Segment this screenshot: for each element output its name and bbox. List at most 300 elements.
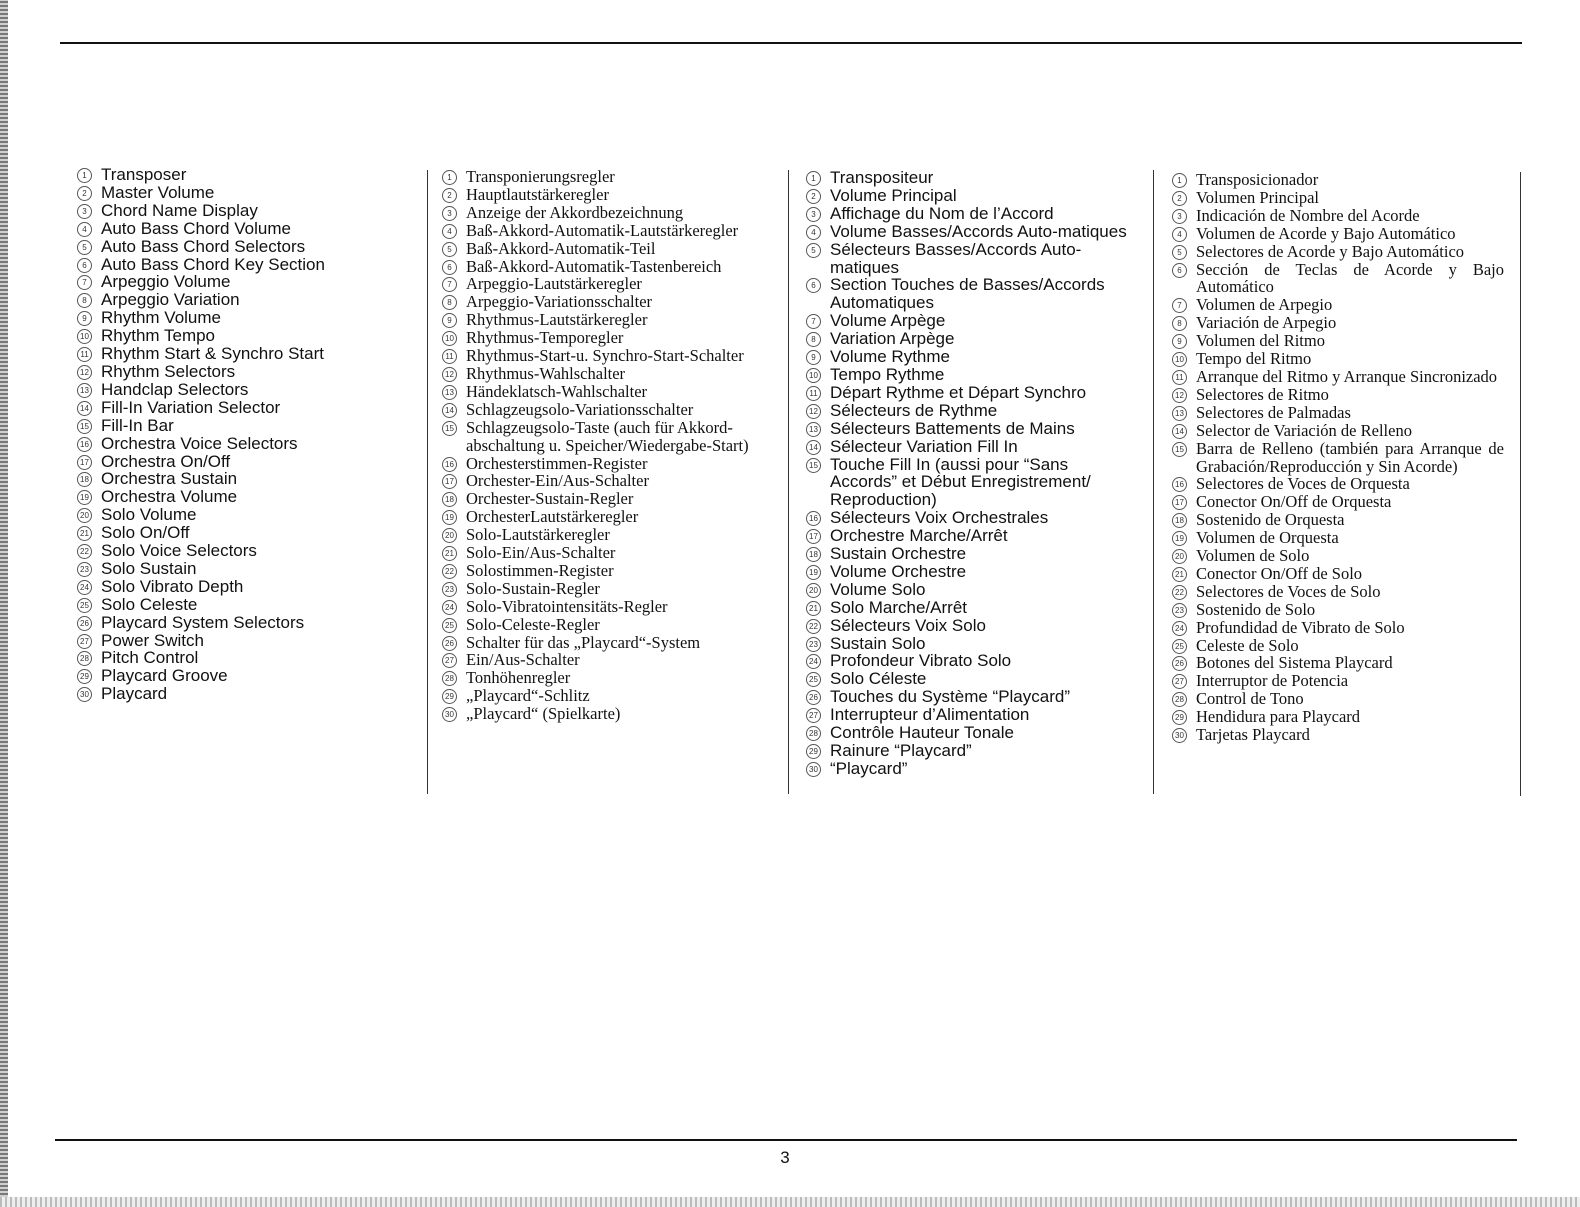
legend-item xyxy=(806,187,1136,205)
item-label: Sustain Solo xyxy=(830,633,926,653)
item-number-badge: 11 xyxy=(442,349,457,364)
item-number-badge: 29 xyxy=(442,689,457,704)
item-number-badge: 19 xyxy=(806,565,821,580)
item-number-badge: 20 xyxy=(1172,549,1187,564)
item-number-badge: 15 xyxy=(806,458,821,473)
item-number-badge: 7 xyxy=(1172,298,1187,313)
item-number-badge: 24 xyxy=(442,600,457,615)
item-number-badge: 17 xyxy=(806,529,821,544)
legend-item xyxy=(1172,619,1504,637)
legend-item xyxy=(77,614,407,632)
legend-item xyxy=(806,384,1136,402)
legend-item xyxy=(1172,654,1504,672)
legend-item xyxy=(806,652,1136,670)
item-label: Sustain Orchestre xyxy=(830,544,967,564)
item-label: Solostimmen-Register xyxy=(466,560,614,580)
item-number-badge: 11 xyxy=(1172,370,1187,385)
legend-item xyxy=(806,420,1136,438)
item-label: Handclap Selectors xyxy=(101,379,249,399)
legend-item xyxy=(77,649,407,667)
item-label: Interrupteur d’Alimentation xyxy=(830,705,1030,725)
item-label: Sélecteurs Battements de Mains xyxy=(830,418,1075,438)
item-label: Touche Fill In (aussi pour “Sans Accords” et Début Enregistrement/ Reproduction) xyxy=(830,454,1091,510)
item-label: Selectores de Voces de Solo xyxy=(1196,581,1381,601)
item-label: Tempo Rythme xyxy=(830,364,945,384)
item-number-badge: 12 xyxy=(77,365,92,380)
item-label: Tonhöhenregler xyxy=(466,668,571,688)
legend-item xyxy=(806,402,1136,420)
item-label: Volume Arpège xyxy=(830,311,946,331)
item-label: Schalter für das „Playcard“-System xyxy=(466,632,701,652)
legend-item xyxy=(442,347,776,365)
legend-item xyxy=(442,455,776,473)
item-label: Profundidad de Vibrato de Solo xyxy=(1196,617,1405,637)
legend-item xyxy=(1172,404,1504,422)
item-number-badge: 2 xyxy=(77,186,92,201)
item-number-badge: 12 xyxy=(806,404,821,419)
legend-item xyxy=(806,545,1136,563)
item-label: Selectores de Palmadas xyxy=(1196,402,1351,422)
legend-item xyxy=(1172,314,1504,332)
legend-item xyxy=(77,685,407,703)
item-number-badge: 6 xyxy=(442,260,457,275)
legend-item xyxy=(1172,511,1504,529)
item-number-badge: 22 xyxy=(442,564,457,579)
item-label: Variación de Arpegio xyxy=(1196,313,1337,333)
legend-item xyxy=(1172,601,1504,619)
item-label: Solo-Lautstärkeregler xyxy=(466,525,610,545)
item-number-badge: 1 xyxy=(442,170,457,185)
item-label: “Playcard” xyxy=(830,758,908,778)
item-number-badge: 3 xyxy=(1172,209,1187,224)
item-number-badge: 9 xyxy=(806,350,821,365)
item-number-badge: 6 xyxy=(77,258,92,273)
item-label: Selectores de Acorde y Bajo Automático xyxy=(1196,241,1465,261)
item-number-badge: 7 xyxy=(77,275,92,290)
legend-item xyxy=(77,273,407,291)
item-number-badge: 16 xyxy=(806,511,821,526)
legend-item xyxy=(77,506,407,524)
item-number-badge: 20 xyxy=(806,583,821,598)
item-label: Hauptlautstärkeregler xyxy=(466,184,609,204)
item-label: Auto Bass Chord Selectors xyxy=(101,236,306,256)
item-label: Baß-Akkord-Automatik-Lautstärkeregler xyxy=(466,220,739,240)
item-number-badge: 20 xyxy=(77,508,92,523)
item-label: Solo-Ein/Aus-Schalter xyxy=(466,543,616,563)
item-number-badge: 26 xyxy=(442,636,457,651)
legend-item xyxy=(442,562,776,580)
item-number-badge: 22 xyxy=(77,544,92,559)
item-number-badge: 16 xyxy=(77,437,92,452)
item-number-badge: 19 xyxy=(77,490,92,505)
item-label: Anzeige der Akkordbezeichnung xyxy=(466,202,684,222)
item-label: Volumen del Ritmo xyxy=(1196,331,1325,351)
item-number-badge: 5 xyxy=(806,243,821,258)
legend-item xyxy=(77,363,407,381)
legend-item xyxy=(1172,690,1504,708)
item-label: Solo Celeste xyxy=(101,594,198,614)
item-number-badge: 9 xyxy=(77,311,92,326)
item-number-badge: 1 xyxy=(1172,173,1187,188)
item-label: Sélecteur Variation Fill In xyxy=(830,436,1018,456)
legend-item xyxy=(442,383,776,401)
top-rule xyxy=(60,42,1522,44)
item-number-badge: 5 xyxy=(1172,245,1187,260)
item-label: Volume Orchestre xyxy=(830,561,967,581)
item-number-badge: 21 xyxy=(1172,567,1187,582)
legend-item xyxy=(1172,225,1504,243)
legend-item xyxy=(806,330,1136,348)
item-label: Touches du Système “Playcard” xyxy=(830,687,1070,707)
item-number-badge: 16 xyxy=(442,457,457,472)
legend-item xyxy=(806,527,1136,545)
legend-item xyxy=(1172,350,1504,368)
item-label: Händeklatsch-Wahlschalter xyxy=(466,381,648,401)
legend-item xyxy=(442,580,776,598)
item-label: Power Switch xyxy=(101,630,204,650)
item-label: „Playcard“ (Spielkarte) xyxy=(466,704,621,724)
legend-item xyxy=(442,419,776,455)
item-number-badge: 17 xyxy=(1172,495,1187,510)
item-number-badge: 23 xyxy=(806,637,821,652)
item-number-badge: 29 xyxy=(1172,710,1187,725)
item-label: Arpeggio-Lautstärkeregler xyxy=(466,274,642,294)
item-label: Tempo del Ritmo xyxy=(1196,349,1312,369)
item-label: Rhythmus-Wahlschalter xyxy=(466,363,626,383)
item-label: Orchestra Voice Selectors xyxy=(101,433,298,453)
item-number-badge: 3 xyxy=(442,206,457,221)
item-number-badge: 7 xyxy=(442,277,457,292)
item-label: Solo Sustain xyxy=(101,558,197,578)
item-label: Pitch Control xyxy=(101,648,199,668)
legend-item xyxy=(1172,475,1504,493)
item-label: Volumen de Orquesta xyxy=(1196,528,1339,548)
legend-item xyxy=(806,366,1136,384)
legend-item xyxy=(77,524,407,542)
item-label: Celeste de Solo xyxy=(1196,635,1299,655)
item-number-badge: 25 xyxy=(77,598,92,613)
page-number: 3 xyxy=(780,1148,790,1167)
item-number-badge: 14 xyxy=(442,403,457,418)
legend-item xyxy=(806,563,1136,581)
legend-item xyxy=(442,311,776,329)
legend-item xyxy=(442,472,776,490)
item-number-badge: 10 xyxy=(1172,352,1187,367)
legend-item xyxy=(442,687,776,705)
item-label: Volume Rythme xyxy=(830,347,950,367)
item-label: Conector On/Off de Orquesta xyxy=(1196,492,1392,512)
legend-item xyxy=(1172,207,1504,225)
item-label: Variation Arpège xyxy=(830,329,955,349)
item-number-badge: 5 xyxy=(442,242,457,257)
item-number-badge: 15 xyxy=(1172,442,1187,457)
legend-item xyxy=(77,542,407,560)
legend-item xyxy=(806,223,1136,241)
item-label: Rhythm Tempo xyxy=(101,326,216,346)
item-label: „Playcard“-Schlitz xyxy=(466,686,590,706)
item-number-badge: 29 xyxy=(77,669,92,684)
item-number-badge: 30 xyxy=(77,687,92,702)
item-label: Control de Tono xyxy=(1196,689,1304,709)
item-number-badge: 18 xyxy=(442,492,457,507)
item-label: Rhythm Start & Synchro Start xyxy=(101,344,324,364)
item-number-badge: 6 xyxy=(1172,263,1187,278)
item-label: Sostenido de Solo xyxy=(1196,599,1316,619)
legend-item xyxy=(1172,583,1504,601)
item-label: Transpositeur xyxy=(830,168,934,187)
item-number-badge: 2 xyxy=(1172,191,1187,206)
item-number-badge: 4 xyxy=(77,222,92,237)
item-label: Transposer xyxy=(101,165,187,184)
legend-item xyxy=(77,596,407,614)
item-number-badge: 28 xyxy=(442,671,457,686)
legend-item xyxy=(442,544,776,562)
legend-item xyxy=(77,453,407,471)
item-label: Conector On/Off de Solo xyxy=(1196,563,1363,583)
legend-item xyxy=(442,329,776,347)
item-number-badge: 28 xyxy=(806,726,821,741)
item-number-badge: 14 xyxy=(1172,424,1187,439)
item-label: Barra de Relleno (también para Arranque de Grabación/Reproducción y Sin Acorde) xyxy=(1196,438,1504,476)
item-label: Orchesterstimmen-Register xyxy=(466,453,648,473)
item-number-badge: 29 xyxy=(806,744,821,759)
legend-item xyxy=(77,667,407,685)
item-label: Sostenido de Orquesta xyxy=(1196,510,1345,530)
legend-item xyxy=(806,599,1136,617)
item-number-badge: 10 xyxy=(806,368,821,383)
item-label: Sélecteurs de Rythme xyxy=(830,400,998,420)
item-label: Baß-Akkord-Automatik-Tastenbereich xyxy=(466,256,722,276)
item-number-badge: 3 xyxy=(77,204,92,219)
item-number-badge: 25 xyxy=(442,618,457,633)
item-label: Solo Volume xyxy=(101,505,197,525)
item-label: Solo-Vibratointensitäts-Regler xyxy=(466,596,668,616)
item-label: Schlagzeugsolo-Taste (auch für Akkord-abschaltung u. Speicher/Wiedergabe-Start) xyxy=(466,417,749,455)
legend-item xyxy=(1172,171,1504,189)
item-number-badge: 12 xyxy=(442,367,457,382)
legend-item xyxy=(442,598,776,616)
item-number-badge: 14 xyxy=(77,401,92,416)
legend-item xyxy=(442,365,776,383)
item-label: Solo Vibrato Depth xyxy=(101,576,244,596)
item-number-badge: 28 xyxy=(77,651,92,666)
item-label: Rhythmus-Temporegler xyxy=(466,328,624,348)
legend-item xyxy=(77,632,407,650)
item-label: Sección de Teclas de Acorde y Bajo Automático xyxy=(1196,259,1504,297)
legend-item xyxy=(806,169,1136,187)
item-label: Fill-In Bar xyxy=(101,415,174,435)
item-number-badge: 26 xyxy=(1172,656,1187,671)
legend-item xyxy=(806,617,1136,635)
legend-item xyxy=(77,578,407,596)
item-label: Profondeur Vibrato Solo xyxy=(830,651,1012,671)
item-number-badge: 19 xyxy=(442,510,457,525)
item-number-badge: 10 xyxy=(77,329,92,344)
item-number-badge: 13 xyxy=(806,422,821,437)
item-number-badge: 23 xyxy=(1172,603,1187,618)
item-label: Selectores de Voces de Orquesta xyxy=(1196,474,1410,494)
legend-item xyxy=(1172,243,1504,261)
item-number-badge: 2 xyxy=(806,189,821,204)
item-number-badge: 12 xyxy=(1172,388,1187,403)
item-number-badge: 10 xyxy=(442,331,457,346)
item-number-badge: 11 xyxy=(77,347,92,362)
legend-item xyxy=(77,238,407,256)
item-number-badge: 27 xyxy=(77,634,92,649)
legend-item xyxy=(77,470,407,488)
item-number-badge: 9 xyxy=(442,313,457,328)
item-number-badge: 26 xyxy=(77,616,92,631)
legend-item xyxy=(806,706,1136,724)
item-number-badge: 24 xyxy=(1172,621,1187,636)
item-label: Transposicionador xyxy=(1196,170,1319,189)
item-number-badge: 21 xyxy=(77,526,92,541)
item-label: Arpeggio Variation xyxy=(101,290,240,310)
item-number-badge: 27 xyxy=(806,708,821,723)
legend-item xyxy=(1172,386,1504,404)
item-number-badge: 28 xyxy=(1172,692,1187,707)
legend-item xyxy=(442,275,776,293)
legend-item xyxy=(442,168,776,186)
legend-item xyxy=(1172,565,1504,583)
legend-item xyxy=(806,581,1136,599)
legend-item xyxy=(806,312,1136,330)
column-divider-2 xyxy=(788,170,789,794)
item-number-badge: 25 xyxy=(1172,639,1187,654)
legend-item xyxy=(442,669,776,687)
item-number-badge: 23 xyxy=(442,582,457,597)
item-label: Orchester-Sustain-Regler xyxy=(466,489,634,509)
legend-item xyxy=(77,184,407,202)
item-label: Tarjetas Playcard xyxy=(1196,725,1310,745)
legend-item xyxy=(442,258,776,276)
legend-item xyxy=(806,670,1136,688)
legend-item xyxy=(806,456,1136,510)
item-label: Transponierungsregler xyxy=(466,167,615,186)
legend-item xyxy=(1172,368,1504,386)
legend-item xyxy=(77,560,407,578)
item-number-badge: 30 xyxy=(1172,728,1187,743)
item-label: Solo-Sustain-Regler xyxy=(466,578,600,598)
legend-item xyxy=(442,293,776,311)
legend-item xyxy=(442,240,776,258)
item-label: Solo Céleste xyxy=(830,669,927,689)
legend-item xyxy=(806,205,1136,223)
item-label: Indicación de Nombre del Acorde xyxy=(1196,205,1420,225)
legend-item xyxy=(77,435,407,453)
item-number-badge: 4 xyxy=(806,225,821,240)
legend-item xyxy=(1172,547,1504,565)
legend-item xyxy=(77,291,407,309)
item-label: Playcard System Selectors xyxy=(101,612,305,632)
column-divider-3 xyxy=(1153,170,1154,794)
legend-item xyxy=(77,166,407,184)
item-number-badge: 30 xyxy=(806,762,821,777)
item-label: Hendidura para Playcard xyxy=(1196,707,1361,727)
legend-item xyxy=(806,760,1136,778)
item-number-badge: 8 xyxy=(77,293,92,308)
item-number-badge: 21 xyxy=(442,546,457,561)
item-label: OrchesterLautstärkeregler xyxy=(466,507,639,527)
legend-item xyxy=(442,490,776,508)
legend-item xyxy=(806,438,1136,456)
item-label: Volumen Principal xyxy=(1196,187,1319,207)
legend-item xyxy=(77,327,407,345)
item-number-badge: 15 xyxy=(442,421,457,436)
item-label: Volume Basses/Accords Auto-matiques xyxy=(830,221,1127,241)
legend-item xyxy=(1172,261,1504,297)
item-label: Selectores de Ritmo xyxy=(1196,384,1329,404)
legend-item xyxy=(1172,440,1504,476)
item-number-badge: 6 xyxy=(806,278,821,293)
item-number-badge: 5 xyxy=(77,240,92,255)
item-label: Sélecteurs Basses/Accords Auto-matiques xyxy=(830,239,1082,277)
legend-item xyxy=(1172,672,1504,690)
item-number-badge: 17 xyxy=(442,474,457,489)
legend-item xyxy=(1172,529,1504,547)
scan-left-edge xyxy=(0,0,8,1207)
item-number-badge: 20 xyxy=(442,528,457,543)
legend-item xyxy=(77,417,407,435)
item-label: Solo Marche/Arrêt xyxy=(830,597,967,617)
bottom-rule xyxy=(55,1139,1517,1141)
item-label: Volume Solo xyxy=(830,579,926,599)
legend-item xyxy=(442,204,776,222)
legend-item xyxy=(806,742,1136,760)
item-number-badge: 13 xyxy=(77,383,92,398)
item-number-badge: 17 xyxy=(77,455,92,470)
item-label: Playcard Groove xyxy=(101,666,228,686)
item-label: Rhythmus-Start-u. Synchro-Start-Schalter xyxy=(466,346,744,366)
item-number-badge: 3 xyxy=(806,207,821,222)
legend-item xyxy=(442,634,776,652)
item-label: Solo On/Off xyxy=(101,523,190,543)
legend-item xyxy=(806,348,1136,366)
legend-item xyxy=(1172,637,1504,655)
legend-item xyxy=(1172,708,1504,726)
item-number-badge: 26 xyxy=(806,690,821,705)
item-number-badge: 23 xyxy=(77,562,92,577)
item-label: Ein/Aus-Schalter xyxy=(466,650,580,670)
legend-item xyxy=(806,688,1136,706)
column-divider-4 xyxy=(1520,172,1521,796)
item-label: Volumen de Acorde y Bajo Automático xyxy=(1196,223,1456,243)
column-french xyxy=(806,169,1136,778)
legend-item xyxy=(442,508,776,526)
legend-item xyxy=(77,488,407,506)
item-label: Chord Name Display xyxy=(101,200,258,220)
item-label: Interruptor de Potencia xyxy=(1196,671,1349,691)
item-label: Fill-In Variation Selector xyxy=(101,397,281,417)
item-number-badge: 18 xyxy=(1172,513,1187,528)
item-number-badge: 24 xyxy=(77,580,92,595)
item-label: Sélecteurs Voix Orchestrales xyxy=(830,508,1049,528)
legend-item xyxy=(77,381,407,399)
item-label: Volume Principal xyxy=(830,185,957,205)
legend-item xyxy=(442,186,776,204)
item-number-badge: 7 xyxy=(806,314,821,329)
item-number-badge: 11 xyxy=(806,386,821,401)
scan-bottom-edge xyxy=(0,1197,1580,1207)
item-number-badge: 4 xyxy=(1172,227,1187,242)
item-label: Rhythmus-Lautstärkeregler xyxy=(466,310,648,330)
item-label: Volumen de Solo xyxy=(1196,546,1310,566)
item-label: Arpeggio-Variationsschalter xyxy=(466,292,653,312)
item-number-badge: 9 xyxy=(1172,334,1187,349)
item-label: Schlagzeugsolo-Variationsschalter xyxy=(466,399,694,419)
item-number-badge: 22 xyxy=(806,619,821,634)
item-label: Départ Rythme et Départ Synchro xyxy=(830,382,1087,402)
